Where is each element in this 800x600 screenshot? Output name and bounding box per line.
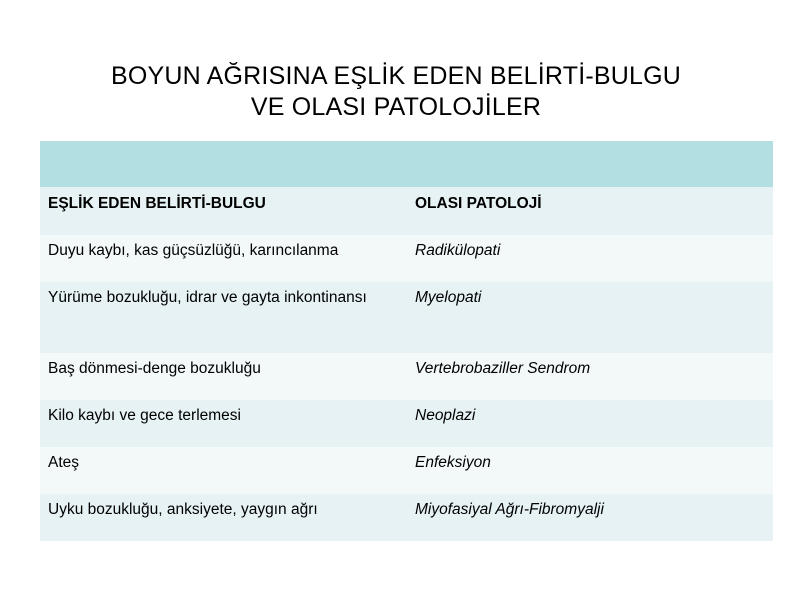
title-line-1: BOYUN AĞRISINA EŞLİK EDEN BELİRTİ-BULGU xyxy=(110,61,681,90)
finding-cell: Baş dönmesi-denge bozukluğu xyxy=(40,353,407,400)
table-header-row xyxy=(40,187,773,235)
table-header-band xyxy=(40,141,773,187)
finding-cell: Ateş xyxy=(40,447,407,494)
title-line-2: VE OLASI PATOLOJİLER xyxy=(250,92,542,121)
finding-cell: Duyu kaybı, kas güçsüzlüğü, karıncılanma xyxy=(40,235,407,282)
pathology-cell: Myelopati xyxy=(407,282,773,353)
table-row xyxy=(40,353,773,400)
pathology-cell: Enfeksiyon xyxy=(407,447,773,494)
table-row xyxy=(40,494,773,541)
findings-table xyxy=(40,141,773,541)
pathology-cell: Vertebrobaziller Sendrom xyxy=(407,353,773,400)
slide-title xyxy=(0,61,792,123)
pathology-cell: Miyofasiyal Ağrı-Fibromyalji xyxy=(407,494,773,541)
pathology-cell: Radikülopati xyxy=(407,235,773,282)
pathology-cell: Neoplazi xyxy=(407,400,773,447)
header-band-cell xyxy=(40,141,773,187)
column-header-pathology: OLASI PATOLOJİ xyxy=(407,187,773,235)
table-row xyxy=(40,282,773,353)
findings-table-container xyxy=(40,141,773,541)
table-row xyxy=(40,235,773,282)
table-row xyxy=(40,400,773,447)
finding-cell: Uyku bozukluğu, anksiyete, yaygın ağrı xyxy=(40,494,407,541)
finding-cell: Yürüme bozukluğu, idrar ve gayta inkontinansı xyxy=(40,282,407,353)
table-row xyxy=(40,447,773,494)
column-header-finding: EŞLİK EDEN BELİRTİ-BULGU xyxy=(40,187,407,235)
finding-cell: Kilo kaybı ve gece terlemesi xyxy=(40,400,407,447)
